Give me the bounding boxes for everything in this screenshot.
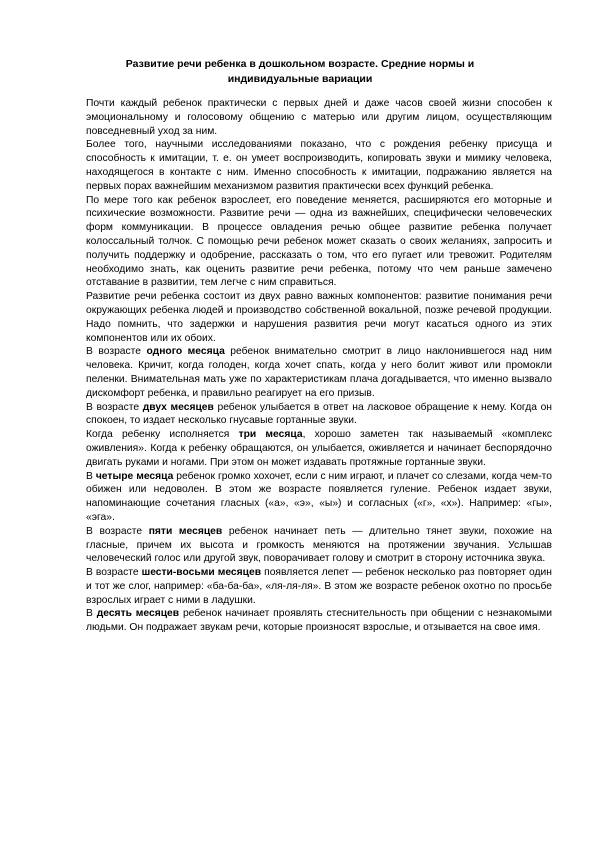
paragraph-rest: , хорошо заметен так называемый «комплекс оживления». Когда к ребенку обращаются, он улыбается, оживляется и начинает беспорядочно двигать руками и ногами. При этом он может издавать протяжные гортанные звуки. xyxy=(86,429,552,468)
age-label: три месяца xyxy=(238,429,303,441)
age-label: одного месяца xyxy=(146,346,225,358)
paragraph-five-months xyxy=(86,525,552,566)
age-label: двух месяцев xyxy=(142,401,214,413)
paragraph-4: Развитие речи ребенка состоит из двух равно важных компонентов: развитие понимания речи окружающих ребенка людей и производство собственной вокальной, позже речевой продукции. Надо помнить, что задержки и нарушения развития речи могут касаться одного из этих компонентов или их обоих. xyxy=(86,291,552,344)
age-label: шести-восьми месяцев xyxy=(141,567,262,579)
paragraph-rest: появляется лепет — ребенок несколько раз повторяет один и тот же слог, например: «ба-ба-ба», «ля-ля-ля». В этом же возрасте ребенок охотно по просьбе взрослых играет с ними в ладушки. xyxy=(86,567,552,606)
age-label: четыре месяца xyxy=(95,470,174,482)
paragraph-lead: В возрасте xyxy=(86,401,143,413)
paragraph-one-month xyxy=(86,345,552,400)
paragraph-rest: ребенок начинает петь — длительно тянет звуки, похожие на гласные, причем их высота и громкость меняются на протяжении звучания. Услышав человеческий голос или другой звук, поворачивает голову и смотрит в сторону источника звука. xyxy=(86,525,552,565)
document-body xyxy=(86,97,552,635)
paragraph-rest: ребенок улыбается в ответ на ласковое обращение к нему. Когда он спокоен, то издает несколько гнусавые гортанные звуки. xyxy=(86,401,552,427)
paragraph-lead: В возрасте xyxy=(86,567,142,579)
age-label: десять месяцев xyxy=(96,608,180,620)
paragraph-six-eight-months xyxy=(86,566,552,607)
paragraph-3: По мере того как ребенок взрослеет, его поведение меняется, расширяются его моторные и психические возможности. Развитие речи — одна из важнейших, специфически человеческих форм коммуникации. В процессе овладения речью общее развитие ребенка получает колоссальный толчок. С помощью речи ребенок может сказать о своих желаниях, запросить и получить поддержку и одобрение, рассказать о том, что его пугает или тревожит. Родителям необходимо знать, как оценить развитие речи ребенка, потому что чем раньше замечено отставание в развитии, тем легче с ним справиться. xyxy=(86,194,552,289)
paragraph-two-months xyxy=(86,401,552,429)
paragraph-rest: ребенок громко хохочет, если с ним играют, и плачет со слезами, когда чем-то обижен или недоволен. В этом же возрасте появляется гуление. Ребенок издает звуки, напоминающие сочетания гласных («а», «э», «ы») и согласных («г», «х»). Например: «гы», «эга». xyxy=(86,470,552,523)
paragraph-lead: В возрасте xyxy=(86,525,149,537)
paragraph-lead: В xyxy=(86,470,96,482)
paragraph-2: Более того, научными исследованиями показано, что с рождения ребенку присуща и способность к имитации, т. е. он умеет воспроизводить, копировать звуки и мимику человека, находящегося в контакте с ним. Именно способность к имитации, подражанию является на первых порах важнейшим механизмом развития практически всех функций ребенка. xyxy=(86,139,552,192)
age-label: пяти месяцев xyxy=(148,525,223,537)
paragraph-1: Почти каждый ребенок практически с первых дней и даже часов своей жизни способен к эмоциональному и голосовому общению с матерью или другим лицом, осуществляющим повседневный уход за ним. xyxy=(86,98,552,137)
paragraph-lead: В возрасте xyxy=(86,346,147,358)
paragraph-rest: ребенок начинает проявлять стеснительность при общении с незнакомыми людьми. Он подражает звукам речи, которые произносят взрослые, и отзывается на свое имя. xyxy=(86,608,552,634)
paragraph-four-months xyxy=(86,470,552,525)
paragraph-lead: Когда ребенку исполняется xyxy=(86,429,239,441)
paragraph-ten-months xyxy=(86,607,552,635)
paragraph-three-months xyxy=(86,428,552,469)
paragraph-rest: ребенок внимательно смотрит в лицо наклонившегося над ним человека. Кричит, когда голоден, когда хочет спать, когда у него болит живот или промокли пеленки. Внимательная мать уже по характеристикам плача догадывается, что именно вызвало дискомфорт ребенка, и правильно реагирует на его призыв. xyxy=(86,346,552,399)
document-title: Развитие речи ребенка в дошкольном возрасте. Средние нормы и индивидуальные вариации xyxy=(125,58,475,85)
paragraph-lead: В xyxy=(86,608,97,620)
